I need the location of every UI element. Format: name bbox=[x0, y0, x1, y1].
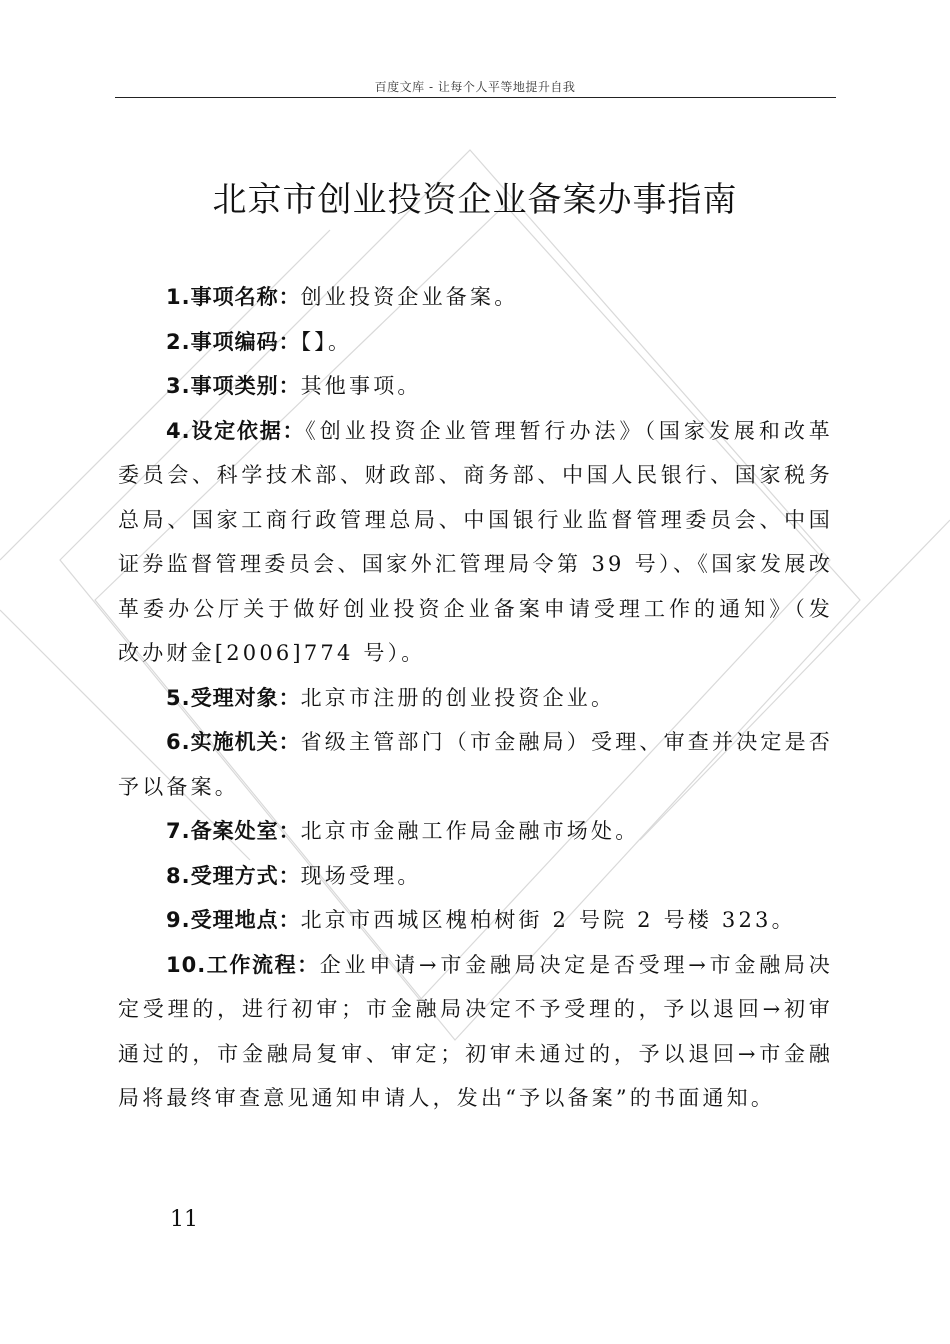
item-target bbox=[118, 676, 833, 721]
item-method bbox=[118, 854, 833, 899]
item-label: 9.受理地点： bbox=[166, 908, 301, 932]
item-office bbox=[118, 809, 833, 854]
item-label: 2.事项编码： bbox=[166, 329, 301, 354]
document-title: 北京市创业投资企业备案办事指南 bbox=[212, 180, 738, 220]
item-label: 5.受理对象： bbox=[166, 685, 301, 710]
item-text: 其他事项。 bbox=[300, 374, 422, 398]
item-text: 北京市金融工作局金融市场处。 bbox=[300, 819, 640, 843]
item-text: 企业申请→市金融局决定是否受理→市金融局决定受理的，进行初审；市金融局决定不予受理的，予以退回→初审通过的，市金融局复审、审定；初审未通过的，予以退回→市金融局将最终审查意见通知申请人，发出“予以备案”的书面通知。 bbox=[118, 952, 834, 1110]
item-label: 4.设定依据： bbox=[166, 418, 306, 443]
document-body bbox=[118, 275, 833, 1121]
item-label: 10.工作流程： bbox=[166, 952, 320, 977]
item-label: 7.备案处室： bbox=[166, 819, 301, 843]
item-text: 《创业投资企业管理暂行办法》（国家发展和改革委员会、科学技术部、财政部、商务部、中国人民银行、国家税务总局、国家工商行政管理总局、中国银行业监督管理委员会、中国证券监督管理委员会、国家外汇管理局令第 39 号）、《国家发展改革委办公厅关于做好创业投资企业备案申请受理工作的通知》（发改办财金[2006]774 号）。 bbox=[118, 418, 833, 665]
page-number: 11 bbox=[170, 1207, 198, 1232]
item-label: 3.事项类别： bbox=[166, 374, 301, 398]
item-name bbox=[118, 275, 833, 320]
item-label: 1.事项名称： bbox=[166, 285, 301, 309]
item-text: 【】。 bbox=[300, 329, 353, 354]
item-text: 创业投资企业备案。 bbox=[300, 285, 519, 309]
item-authority bbox=[118, 720, 833, 809]
document-header: 百度文库 - 让每个人平等地提升自我 bbox=[374, 80, 576, 94]
item-code bbox=[118, 320, 833, 365]
item-text: 省级主管部门（市金融局）受理、审查并决定是否予以备案。 bbox=[118, 730, 833, 799]
item-label: 8.受理方式： bbox=[166, 863, 301, 888]
item-category bbox=[118, 364, 833, 409]
item-text: 现场受理。 bbox=[300, 863, 422, 888]
item-legal-basis bbox=[118, 409, 833, 676]
item-location bbox=[118, 898, 833, 943]
header-divider bbox=[115, 97, 836, 98]
item-workflow bbox=[118, 943, 833, 1121]
item-text: 北京市西城区槐柏树街 2 号院 2 号楼 323。 bbox=[300, 908, 796, 932]
item-label: 6.实施机关： bbox=[166, 730, 301, 754]
item-text: 北京市注册的创业投资企业。 bbox=[300, 685, 616, 710]
